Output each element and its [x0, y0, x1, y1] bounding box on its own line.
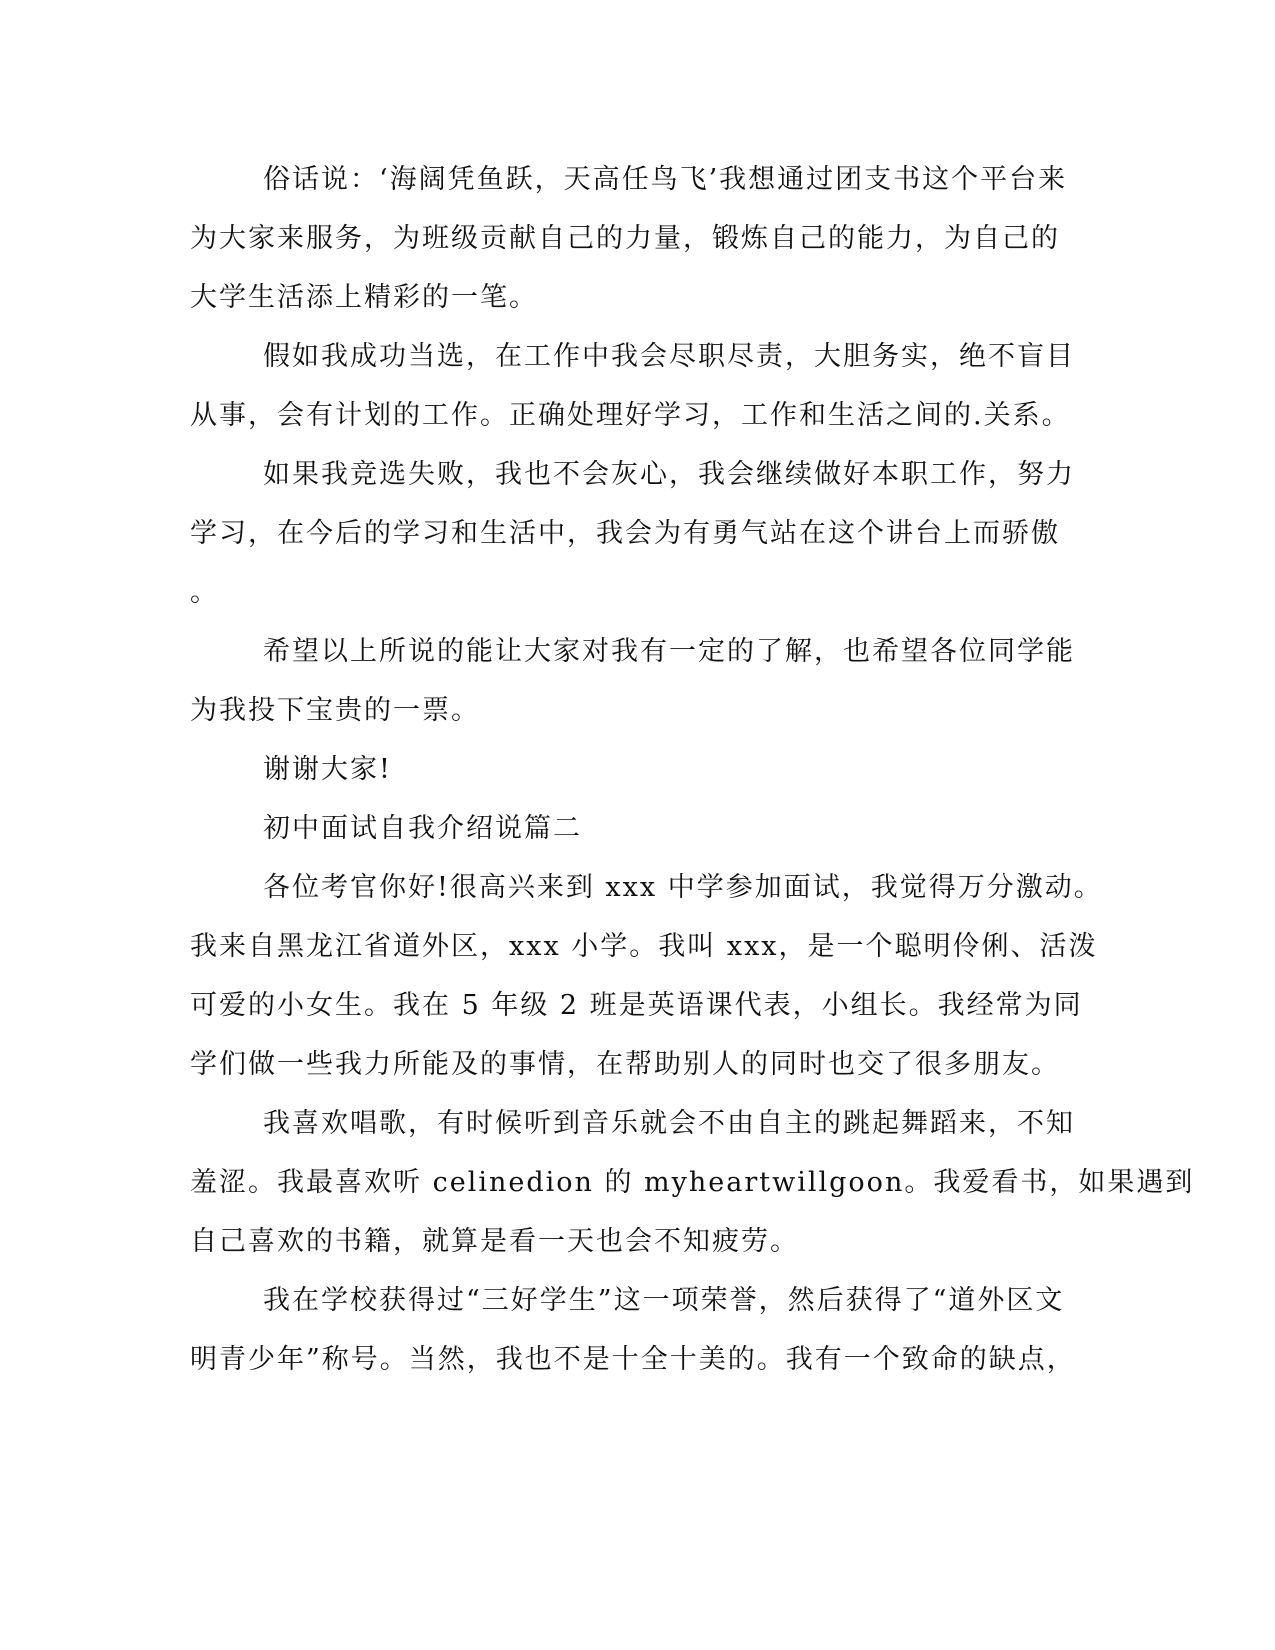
text-line: 自己喜欢的书籍，就算是看一天也会不知疲劳。	[190, 1226, 799, 1257]
text-line: 明青少年”称号。当然，我也不是十全十美的。我有一个致命的缺点，	[190, 1344, 1076, 1375]
text-line: 大学生活添上精彩的一笔。	[190, 282, 538, 313]
text-line: 为我投下宝贵的一票。	[190, 695, 480, 726]
text-line: 希望以上所说的能让大家对我有一定的了解，也希望各位同学能	[263, 636, 1075, 667]
text-line: 学们做一些我力所能及的事情，在帮助别人的同时也交了很多朋友。	[190, 1049, 1060, 1080]
text-line: 我来自黑龙江省道外区，xxx 小学。我叫 xxx，是一个聪明伶俐、活泼	[190, 931, 1098, 962]
text-line: 假如我成功当选，在工作中我会尽职尽责，大胆务实，绝不盲目	[263, 341, 1075, 372]
text-line: 。	[190, 577, 219, 608]
text-line: 我喜欢唱歌，有时候听到音乐就会不由自主的跳起舞蹈来，不知	[263, 1108, 1075, 1139]
text-line: 羞涩。我最喜欢听 celinedion 的 myheartwillgoon。我爱看书，如果遇到	[190, 1167, 1195, 1198]
text-line: 从事，会有计划的工作。正确处理好学习，工作和生活之间的.关系。	[190, 400, 1071, 431]
text-line: 为大家来服务，为班级贡献自己的力量，锻炼自己的能力，为自己的	[190, 223, 1060, 254]
text-line: 俗话说：‘海阔凭鱼跃，天高任鸟飞’我想通过团支书这个平台来	[263, 164, 1068, 195]
section-heading: 初中面试自我介绍说篇二	[263, 813, 582, 844]
text-line: 如果我竞选失败，我也不会灰心，我会继续做好本职工作，努力	[263, 459, 1075, 490]
text-line: 可爱的小女生。我在 5 年级 2 班是英语课代表，小组长。我经常为同	[190, 990, 1083, 1021]
text-line: 谢谢大家!	[263, 754, 392, 785]
text-line: 学习，在今后的学习和生活中，我会为有勇气站在这个讲台上而骄傲	[190, 518, 1060, 549]
text-line: 我在学校获得过“三好学生”这一项荣誉，然后获得了“道外区文	[263, 1285, 1065, 1316]
text-line: 各位考官你好!很高兴来到 xxx 中学参加面试，我觉得万分激动。	[263, 872, 1103, 903]
